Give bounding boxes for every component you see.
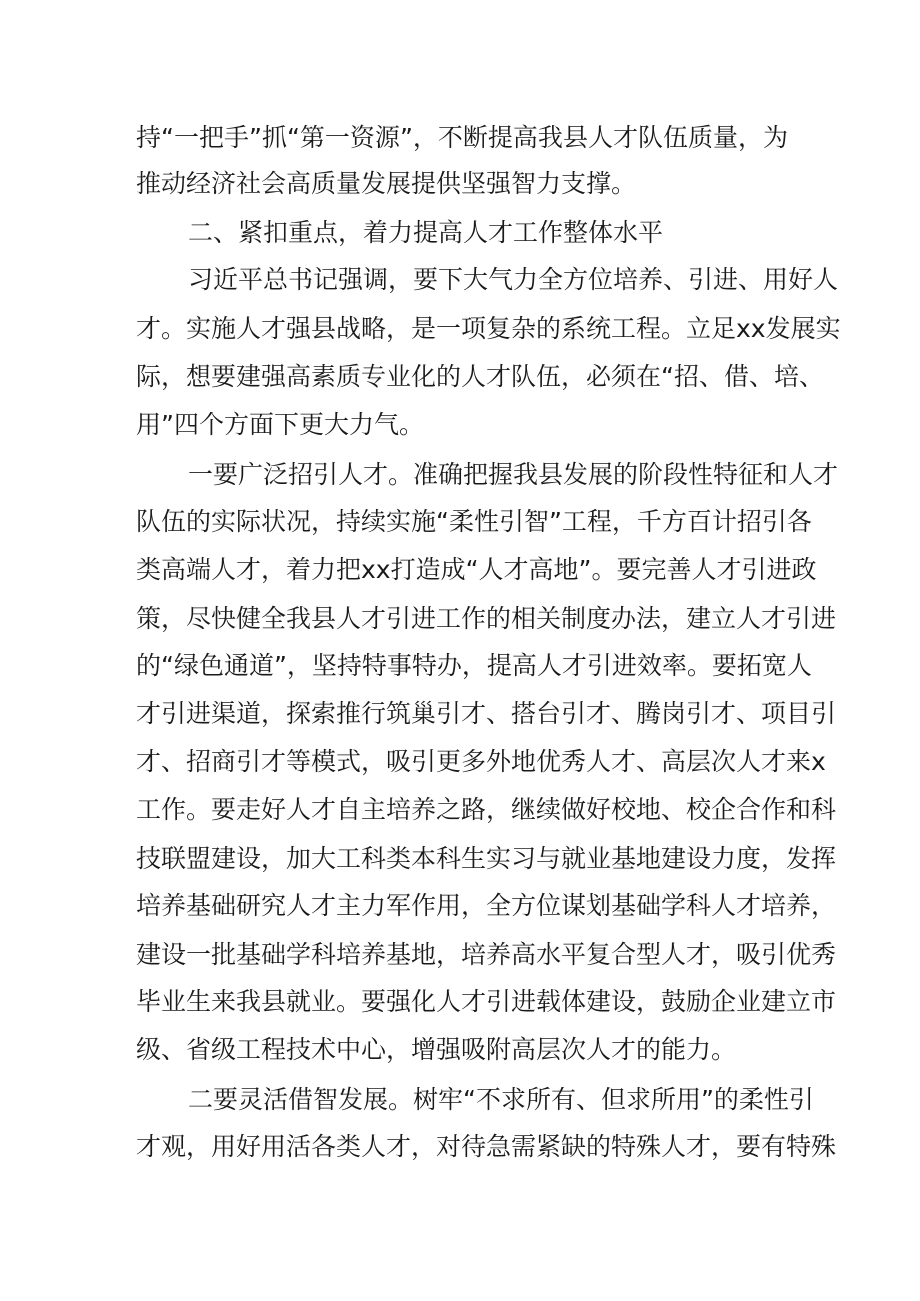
text-line: 习近平总书记强调，要下大气力全方位培养、引进、用好人 <box>188 265 839 294</box>
text-line: 毕业生来我县就业。要强化人才引进载体建设，鼓励企业建立市 <box>136 987 837 1016</box>
text-line: 际，想要建强高素质专业化的人才队伍，必须在“招、借、培、 <box>136 362 824 391</box>
text-line: 才。实施人才强县战略，是一项复杂的系统工程。立足xx发展实 <box>136 314 841 343</box>
text-line: 才、招商引才等模式，吸引更多外地优秀人才、高层次人才来x <box>136 747 826 776</box>
text-line: 建设一批基础学科培养基地，培养高水平复合型人才，吸引优秀 <box>136 940 837 969</box>
section-heading: 二、紧扣重点，着力提高人才工作整体水平 <box>188 218 664 247</box>
text-line: 才观，用好用活各类人才，对待急需紧缺的特殊人才，要有特殊 <box>136 1132 837 1161</box>
text-line: 工作。要走好人才自主培养之路，继续做好校地、校企合作和科 <box>136 795 837 824</box>
text-line: 队伍的实际状况，持续实施“柔性引智”工程，千方百计招引各 <box>136 507 812 536</box>
text-line: 用”四个方面下更大力气。 <box>136 410 424 439</box>
text-line: 培养基础研究人才主力军作用，全方位谋划基础学科人才培养， <box>136 891 837 920</box>
text-line: 策，尽快健全我县人才引进工作的相关制度办法，建立人才引进 <box>136 604 837 633</box>
text-line: 推动经济社会高质量发展提供坚强智力支撑。 <box>136 169 637 198</box>
text-line: 一要广泛招引人才。准确把握我县发展的阶段性特征和人才 <box>188 460 839 489</box>
text-line: 持“一把手”抓“第一资源”，不断提高我县人才队伍质量，为 <box>136 123 788 152</box>
text-line: 二要灵活借智发展。树牢“不求所有、但求所用”的柔性引 <box>188 1085 814 1114</box>
text-line: 级、省级工程技术中心，增强吸附高层次人才的能力。 <box>136 1035 737 1064</box>
text-line: 的“绿色通道”，坚持特事特办，提高人才引进效率。要拓宽人 <box>136 651 812 680</box>
text-line: 类高端人才，着力把xx打造成“人才高地”。要完善人才引进政 <box>136 555 817 584</box>
text-line: 才引进渠道，探索推行筑巢引才、搭台引才、腾岗引才、项目引 <box>136 699 837 728</box>
text-line: 技联盟建设，加大工科类本科生实习与就业基地建设力度，发挥 <box>136 844 837 873</box>
